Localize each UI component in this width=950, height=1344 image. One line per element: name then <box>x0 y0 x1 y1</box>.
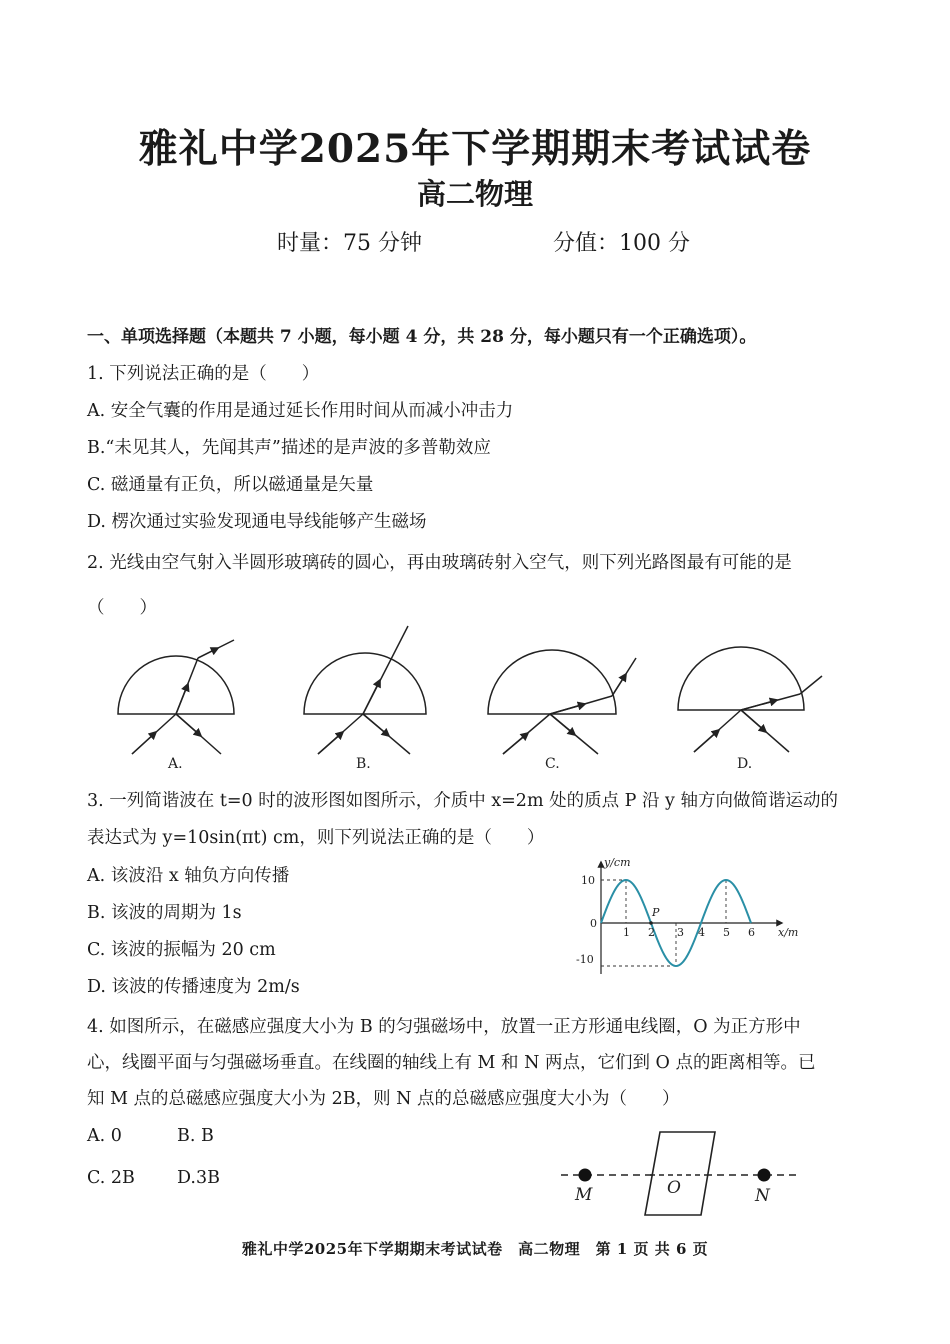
exam-score: 分值：100 分 <box>553 231 690 256</box>
q1-option-b: B.“未见其人，先闻其声”描述的是声波的多普勒效应 <box>87 438 491 458</box>
q4-o-label: O <box>667 1178 681 1198</box>
point-m <box>579 1169 592 1182</box>
q3-option-a: A. 该波沿 x 轴负方向传播 <box>87 866 290 886</box>
q3-x-tick: 4 <box>698 926 705 939</box>
q2-diagram-a <box>118 640 234 754</box>
q4-option-b: B. B <box>177 1126 214 1146</box>
q3-option-c: C. 该波的振幅为 20 cm <box>87 940 276 960</box>
q2-label-c: C. <box>545 756 560 772</box>
q3-option-b: B. 该波的周期为 1s <box>87 903 242 923</box>
q3-stem-line1: 3. 一列简谐波在 t=0 时的波形图如图所示，介质中 x=2m 处的质点 P 沿 y 轴方向做简谐运动的 <box>87 791 839 811</box>
point-n <box>758 1169 771 1182</box>
q3-point-label: P <box>652 906 660 919</box>
q2-stem: 2. 光线由空气射入半圆形玻璃砖的圆心，再由玻璃砖射入空气，则下列光路图最有可能的是 <box>87 553 792 573</box>
q4-coil-figure <box>555 1125 805 1220</box>
q3-x-tick: 6 <box>748 926 755 939</box>
q1-stem: 1. 下列说法正确的是（ ） <box>87 364 320 384</box>
q2-label-d: D. <box>737 756 753 772</box>
q4-option-c: C. 2B <box>87 1168 135 1188</box>
q4-stem-line3: 知 M 点的总磁感应强度大小为 2B，则 N 点的总磁感应强度大小为（ ） <box>87 1089 680 1109</box>
q4-n-label: N <box>755 1186 770 1206</box>
q2-diagram-d <box>678 647 822 752</box>
q3-x-tick: 2 <box>648 926 655 939</box>
q2-label-b: B. <box>356 756 371 772</box>
q3-wave-graph <box>570 852 810 982</box>
q3-x-tick: 3 <box>677 926 684 939</box>
section-heading: 一、单项选择题（本题共 7 小题，每小题 4 分，共 28 分，每小题只有一个正确选项）。 <box>87 327 757 347</box>
q2-diagram-c <box>488 650 636 754</box>
q3-option-d: D. 该波的传播速度为 2m/s <box>87 977 300 997</box>
q3-stem-line2: 表达式为 y=10sin(πt) cm，则下列说法正确的是（ ） <box>87 828 545 848</box>
square-coil <box>645 1132 715 1215</box>
subject-title: 高二物理 <box>416 177 533 211</box>
q1-option-d: D. 楞次通过实验发现通电导线能够产生磁场 <box>87 512 427 532</box>
q2-light-path-diagrams <box>0 618 950 778</box>
q4-stem-line2: 心，线圈平面与匀强磁场垂直。在线圈的轴线上有 M 和 N 两点，它们到 O 点的距离相等。已 <box>87 1053 816 1073</box>
q3-y-tick: 0 <box>590 917 597 930</box>
q3-x-axis-label: x/m <box>778 926 799 939</box>
q3-y-axis-label: y/cm <box>604 856 631 869</box>
q4-option-a: A. 0 <box>87 1126 122 1146</box>
q4-stem-line1: 4. 如图所示，在磁感应强度大小为 B 的匀强磁场中，放置一正方形通电线圈，O 为正方形中 <box>87 1017 801 1037</box>
q2-diagram-b <box>304 626 426 754</box>
q3-x-tick: 1 <box>623 926 630 939</box>
q2-label-a: A. <box>168 756 183 772</box>
exam-duration: 时量：75 分钟 <box>277 231 422 256</box>
q3-point-p <box>649 921 653 925</box>
q3-y-tick: 10 <box>581 874 595 887</box>
q3-x-tick: 5 <box>723 926 730 939</box>
page-footer: 雅礼中学2025年下学期期末考试试卷 高二物理 第 1 页 共 6 页 <box>241 1240 709 1258</box>
q1-option-c: C. 磁通量有正负，所以磁通量是矢量 <box>87 475 374 495</box>
q3-y-tick: -10 <box>576 953 594 966</box>
exam-title: 雅礼中学2025年下学期期末考试试卷 <box>138 126 812 172</box>
q4-option-d: D.3B <box>177 1168 220 1188</box>
q4-m-label: M <box>575 1185 593 1205</box>
q2-answer-paren: （ ） <box>87 598 157 618</box>
q1-option-a: A. 安全气囊的作用是通过延长作用时间从而减小冲击力 <box>87 401 514 421</box>
